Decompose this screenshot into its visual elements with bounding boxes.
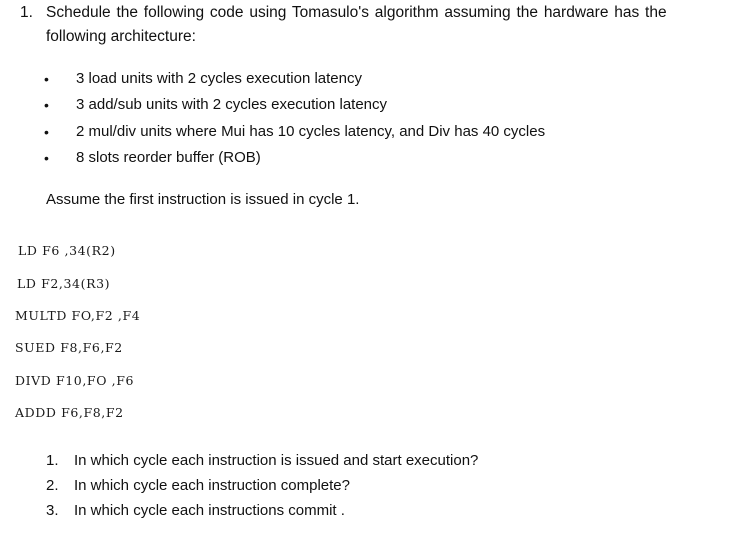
- bullet-rob: 8 slots reorder buffer (ROB): [76, 149, 261, 166]
- question-number: 1.: [20, 4, 33, 21]
- subquestion-number: 2.: [46, 477, 59, 494]
- question-text-line2: following architecture:: [46, 28, 196, 45]
- bullet-marker: •: [44, 97, 49, 113]
- bullet-mul-div-units: 2 mul/div units where Mui has 10 cycles latency, and Div has 40 cycles: [76, 123, 546, 140]
- bullet-marker: •: [44, 71, 49, 87]
- bullet-add-sub-units: 3 add/sub units with 2 cycles execution latency: [76, 96, 388, 113]
- question-text-line1: Schedule the following code using Tomasulo's algorithm assuming the hardware has the: [46, 4, 667, 21]
- bullet-marker: •: [44, 124, 49, 140]
- code-line: LD F2,34(R3): [17, 276, 111, 291]
- subquestion-number: 1.: [46, 452, 59, 469]
- code-line: ADDD F6,F8,F2: [15, 405, 124, 420]
- code-line: LD F6 ,34(R2): [18, 243, 116, 258]
- code-line: DIVD F10,FO ,F6: [15, 373, 135, 388]
- bullet-load-units: 3 load units with 2 cycles execution latency: [76, 70, 362, 87]
- bullet-marker: •: [44, 150, 49, 166]
- assumption-text: Assume the first instruction is issued in cycle 1.: [46, 191, 360, 208]
- subquestion-commit: In which cycle each instructions commit .: [74, 502, 345, 519]
- subquestion-issue-execution: In which cycle each instruction is issued and start execution?: [74, 452, 479, 469]
- subquestion-complete: In which cycle each instruction complete?: [74, 477, 350, 494]
- code-line: MULTD FO,F2 ,F4: [15, 308, 141, 323]
- code-line: SUED F8,F6,F2: [15, 340, 123, 355]
- subquestion-number: 3.: [46, 502, 59, 519]
